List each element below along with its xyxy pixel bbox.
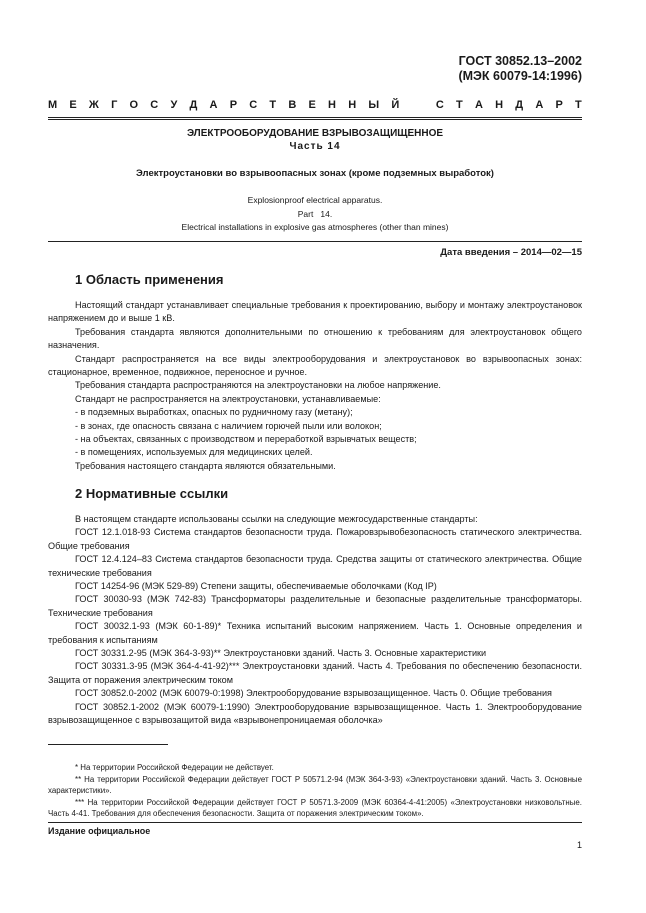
banner-letter: О [129, 99, 139, 111]
header-rule-bottom [48, 119, 582, 120]
paragraph: В настоящем стандарте использованы ссылки на следующие межгосударственные стандарты: [75, 514, 478, 524]
banner-letter: В [288, 99, 297, 111]
official-edition-label: Издание официальное [48, 826, 151, 836]
banner-letter: А [535, 99, 544, 111]
banner-letter: Т [456, 99, 463, 111]
paragraph: - в помещениях, используемых для медицинских целей. [75, 447, 313, 458]
banner-letter: Р [555, 99, 563, 111]
paragraph: ГОСТ 30331.3-95 (МЭК 364-4-41-92)*** Электроустановки зданий. Часть 4. Требования по обеспечению безопасности. Защита от поражения электрическим током [48, 661, 582, 685]
banner-letter: Д [189, 99, 198, 111]
paragraph: Требования настоящего стандарта являются обязательными. [75, 460, 336, 471]
banner-letter: М [48, 99, 58, 111]
footnotes [48, 762, 582, 820]
paragraph: Требования стандарта распространяются на электроустановки на любое напряжение. [75, 380, 441, 391]
banner-letter: Д [515, 99, 524, 111]
banner-letter: Ы [368, 99, 380, 111]
banner-letter: С [150, 99, 159, 111]
subtitle: Электроустановки во взрывоопасных зонах (кроме подземных выработок) [136, 168, 494, 179]
banner-letter: С [249, 99, 258, 111]
english-title-line-1: Explosionproof electrical apparatus. [247, 195, 383, 205]
footnote-rule [48, 744, 168, 745]
title-rule [48, 241, 582, 242]
paragraph: Настоящий стандарт устанавливает специальные требования к проектированию, выбору и монтажу электроустановок напряжением до и выше 1 кВ. [48, 300, 582, 324]
interstate-standard-banner [48, 99, 582, 111]
paragraph: ГОСТ 12.1.018-93 Система стандартов безопасности труда. Пожаровзрывобезопасность статического электричества. Общие требования [48, 527, 582, 551]
paragraph: * На территории Российской Федерации не действует. [75, 763, 274, 772]
section-1-body [48, 299, 582, 473]
paragraph: ГОСТ 30032.1-93 (МЭК 60-1-89)* Техника испытаний высоким напряжением. Часть 1. Основные определения и требования к испытаниям [48, 621, 582, 645]
title-part: Часть 14 [289, 141, 341, 152]
paragraph: - в зонах, где опасность связана с наличием горючей пыли или волокон; [75, 420, 382, 431]
banner-letter: Р [229, 99, 238, 111]
paragraph: Требования стандарта являются дополнительными по отношению к требованиям для электроустановок общего назначения. [48, 326, 582, 351]
banner-letter: Ж [88, 99, 99, 111]
banner-letter: Й [391, 99, 400, 111]
paragraph: *** На территории Российской Федерации действует ГОСТ Р 50571.3-2009 (МЭК 60364-4-41:2005) «Электроустановки низковольтные. Часть 4-41. Требования для обеспечения безопасности. Защита от поражения электрическим током». [48, 797, 582, 818]
section-2-body [48, 513, 582, 728]
banner-letter: Н [328, 99, 336, 111]
paragraph: - в подземных выработках, опасных по рудничному газу (метану); [75, 407, 353, 418]
title-block [48, 127, 582, 153]
banner-letter: Н [495, 99, 504, 111]
edition-rule [48, 822, 582, 823]
english-title [48, 194, 582, 235]
paragraph: ГОСТ 30030-93 (МЭК 742-83) Трансформаторы разделительные и безопасные разделительные трансформаторы. Технические требования [48, 594, 582, 618]
section-2-heading: 2 Нормативные ссылки [75, 486, 229, 501]
paragraph: ** На территории Российской Федерации действует ГОСТ Р 50571.2-94 (МЭК 364-3-93) «Электроустановки зданий. Часть 3. Основные характеристики». [48, 774, 582, 795]
standard-code: ГОСТ 30852.13–2002 [458, 54, 582, 68]
paragraph: ГОСТ 30852.0-2002 (МЭК 60079-0:1998) Электрооборудование взрывозащищенное. Часть 0. Общие требования [75, 688, 552, 699]
banner-letter: Т [575, 99, 582, 111]
banner-letter: Е [308, 99, 316, 111]
paragraph: ГОСТ 30852.1-2002 (МЭК 60079-1:1990) Электрооборудование взрывозащищенное. Часть 1. Электрооборудование взрывозащищенное с взрывозащитой вида «взрывонепроницаемая оболочка» [48, 701, 582, 726]
title-line-1: ЭЛЕКТРООБОРУДОВАНИЕ ВЗРЫВОЗАЩИЩЕННОЕ [186, 128, 444, 139]
paragraph: Стандарт распространяется на все виды электрооборудования и электроустановок во взрывоопасных зонах: стационарное, временное, подвижное, переносное и ручное. [48, 353, 582, 378]
banner-letter: Т [269, 99, 277, 111]
banner-letter: Г [111, 99, 118, 111]
standard-iec-code: (МЭК 60079-14:1996) [458, 69, 582, 83]
banner-letter: С [435, 99, 444, 111]
banner-letter: А [474, 99, 483, 111]
paragraph: ГОСТ 30331.2-95 (МЭК 364-3-93)** Электроустановки зданий. Часть 3. Основные характеристики [75, 648, 487, 659]
english-title-line-2: Part 14. [297, 208, 333, 219]
header-rule-top [48, 117, 582, 118]
standard-code-block [458, 54, 582, 84]
effective-date: Дата введения – 2014—02—15 [440, 247, 582, 258]
page-number: 1 [576, 840, 582, 850]
banner-letter: Н [348, 99, 357, 111]
english-title-line-3: Electrical installations in explosive gas atmospheres (other than mines) [181, 222, 449, 232]
banner-letter: А [209, 99, 218, 111]
paragraph: ГОСТ 14254-96 (МЭК 529-89) Степени защиты, обеспечиваемые оболочками (Код IP) [75, 581, 437, 592]
paragraph: Стандарт не распространяется на электроустановки, устанавливаемые: [75, 393, 381, 404]
banner-letter: У [170, 99, 178, 111]
section-1-heading: 1 Область применения [75, 272, 224, 287]
banner-letter: Е [69, 99, 77, 111]
paragraph: - на объектах, связанных с производством и переработкой взрывчатых веществ; [75, 434, 417, 445]
paragraph: ГОСТ 12.4.124–83 Система стандартов безопасности труда. Средства защиты от статического электричества. Общие технические требования [48, 554, 582, 578]
